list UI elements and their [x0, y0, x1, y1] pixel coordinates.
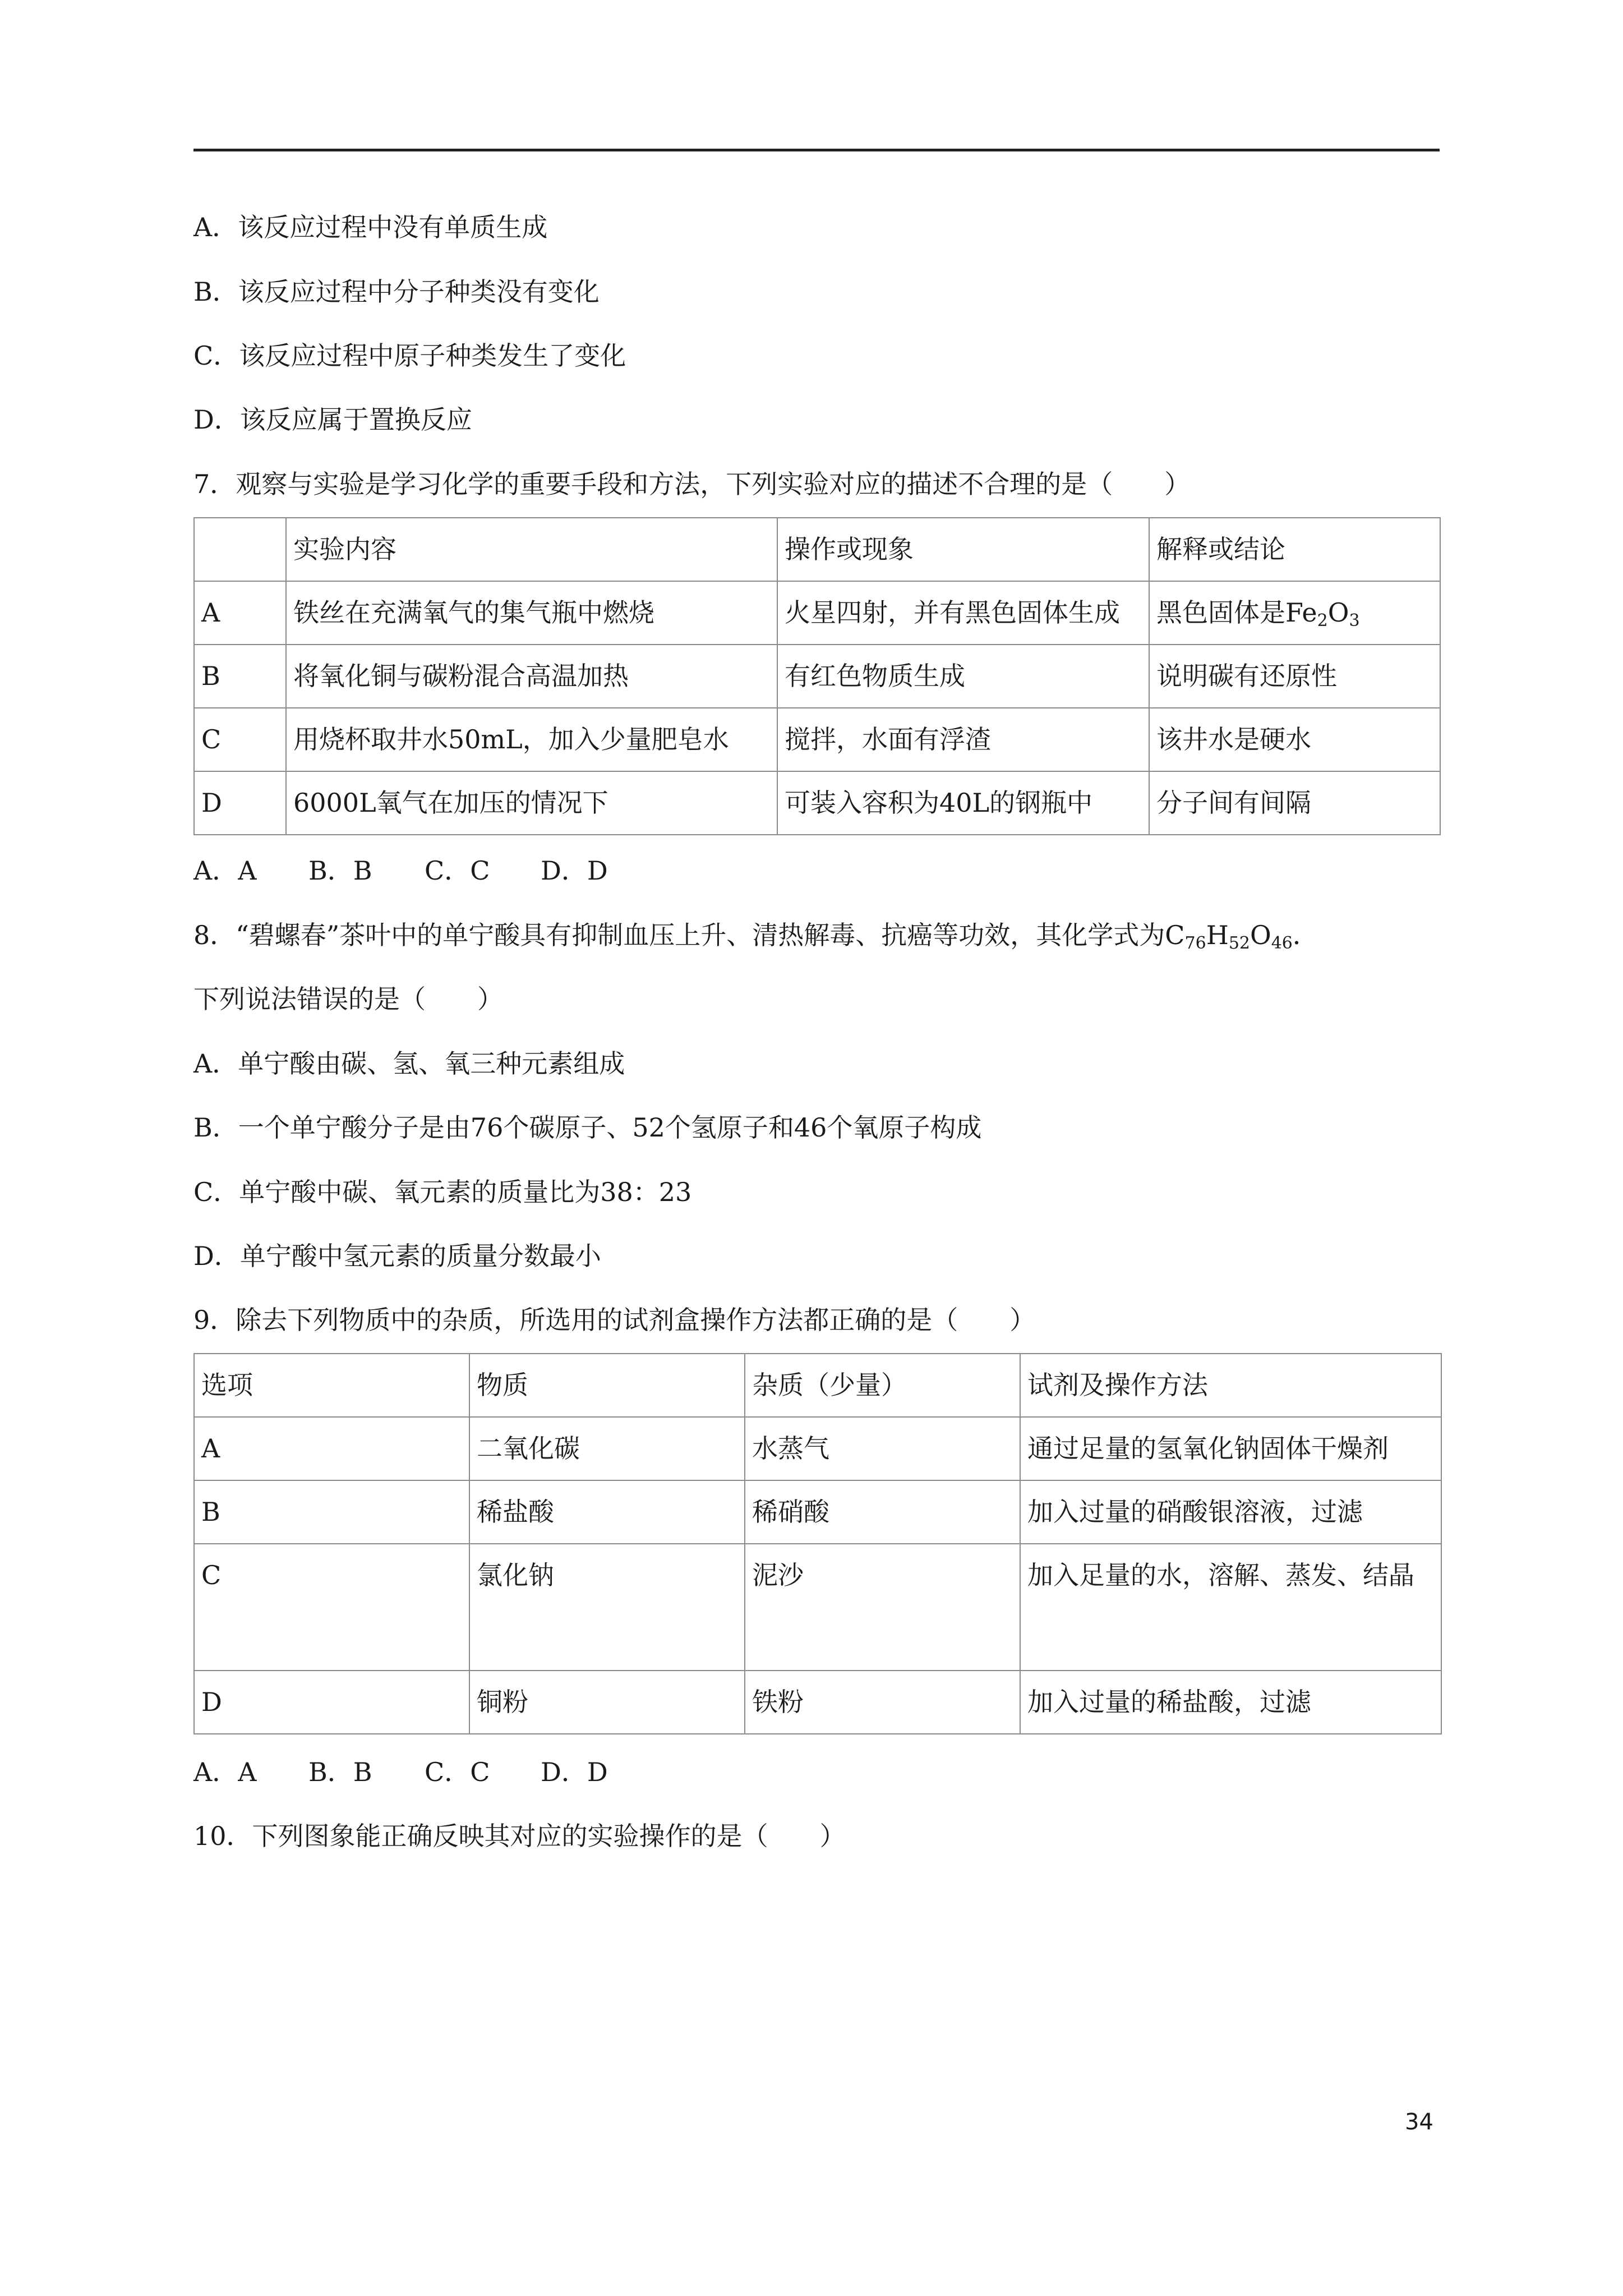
table-cell: 该井水是硬水 — [1149, 708, 1440, 771]
stem-text: 8．“碧螺春”茶叶中的单宁酸具有抑制血压上升、清热解毒、抗癌等功效，其化学式为C — [193, 920, 1185, 950]
answer-c: C．C — [425, 855, 490, 886]
table-row — [194, 1671, 1441, 1734]
formula-text: H — [1206, 920, 1229, 950]
table-cell: B — [194, 1480, 469, 1544]
q6-option-c: C．该反应过程中原子种类发生了变化 — [193, 341, 626, 371]
table-cell: 将氧化铜与碳粉混合高温加热 — [286, 645, 777, 708]
table-header-cell: 操作或现象 — [777, 518, 1149, 581]
q6-option-d: D．该反应属于置换反应 — [193, 404, 472, 435]
table-header-cell — [194, 518, 286, 581]
subscript: 3 — [1349, 611, 1360, 631]
answer-b: B．B — [308, 855, 372, 886]
table-cell: 加入足量的水，溶解、蒸发、结晶 — [1020, 1544, 1441, 1671]
table-header-cell: 实验内容 — [286, 518, 777, 581]
q8-option-a: A．单宁酸由碳、氢、氧三种元素组成 — [193, 1048, 625, 1079]
table-row — [194, 708, 1440, 771]
table-row — [194, 645, 1440, 708]
table-header-cell: 解释或结论 — [1149, 518, 1440, 581]
table-row — [194, 581, 1440, 645]
table-cell: 铁丝在充满氧气的集气瓶中燃烧 — [286, 581, 777, 645]
cell-text: O — [1327, 597, 1349, 628]
q7-answers — [193, 854, 608, 887]
table-cell: 加入过量的稀盐酸，过滤 — [1020, 1671, 1441, 1734]
table-cell: 可装入容积为40L的钢瓶中 — [777, 771, 1149, 835]
q7-stem: 7．观察与实验是学习化学的重要手段和方法，下列实验对应的描述不合理的是（ ） — [193, 469, 1191, 499]
table-cell: B — [194, 645, 286, 708]
q8-stem-line2: 下列说法错误的是（ ） — [193, 984, 503, 1014]
q9-table — [193, 1353, 1442, 1734]
cell-text: 黑色固体是Fe — [1156, 597, 1317, 628]
q8-stem-line1 — [193, 918, 1318, 952]
subscript: 2 — [1317, 611, 1328, 631]
table-cell: D — [194, 771, 286, 835]
subscript: 76 — [1184, 933, 1206, 953]
q6-option-b: B．该反应过程中分子种类没有变化 — [193, 277, 600, 307]
table-row — [194, 1480, 1441, 1544]
table-cell: 铜粉 — [469, 1671, 745, 1734]
answer-c: C．C — [425, 1757, 490, 1787]
table-cell: 通过足量的氢氧化钠固体干燥剂 — [1020, 1417, 1441, 1480]
table-cell: 稀盐酸 — [469, 1480, 745, 1544]
table-cell: 有红色物质生成 — [777, 645, 1149, 708]
table-row — [194, 771, 1440, 835]
answer-a: A．A — [193, 855, 257, 886]
q8-option-c: C．单宁酸中碳、氧元素的质量比为38：23 — [193, 1177, 692, 1207]
table-header-cell: 试剂及操作方法 — [1020, 1354, 1441, 1417]
table-cell: 说明碳有还原性 — [1149, 645, 1440, 708]
answer-d: D．D — [541, 1757, 608, 1787]
table-cell: 水蒸气 — [745, 1417, 1020, 1480]
table-cell: 用烧杯取井水50mL，加入少量肥皂水 — [286, 708, 777, 771]
page-number: 34 — [1405, 2109, 1433, 2135]
table-cell: D — [194, 1671, 469, 1734]
subscript: 52 — [1228, 933, 1250, 953]
table-header-cell: 杂质（少量） — [745, 1354, 1020, 1417]
table-cell: 火星四射，并有黑色固体生成 — [777, 581, 1149, 645]
table-cell: 泥沙 — [745, 1544, 1020, 1671]
table-cell: A — [194, 581, 286, 645]
table-cell: 稀硝酸 — [745, 1480, 1020, 1544]
header-rule — [193, 149, 1440, 151]
table-cell: C — [194, 1544, 469, 1671]
q6-option-a: A．该反应过程中没有单质生成 — [193, 212, 548, 242]
table-cell: 二氧化碳 — [469, 1417, 745, 1480]
table-header-cell: 选项 — [194, 1354, 469, 1417]
q8-option-b: B．一个单宁酸分子是由76个碳原子、52个氢原子和46个氧原子构成 — [193, 1112, 982, 1143]
table-cell — [1149, 581, 1440, 645]
table-cell: 氯化钠 — [469, 1544, 745, 1671]
table-cell: 分子间有间隔 — [1149, 771, 1440, 835]
table-cell: A — [194, 1417, 469, 1480]
table-cell: 加入过量的硝酸银溶液，过滤 — [1020, 1480, 1441, 1544]
table-cell: C — [194, 708, 286, 771]
answer-a: A．A — [193, 1757, 257, 1787]
q10-stem: 10．下列图象能正确反映其对应的实验操作的是（ ） — [193, 1821, 846, 1851]
answer-d: D．D — [541, 855, 608, 886]
answer-b: B．B — [308, 1757, 372, 1787]
q8-option-d: D．单宁酸中氢元素的质量分数最小 — [193, 1241, 601, 1271]
table-row — [194, 1417, 1441, 1480]
q9-stem: 9．除去下列物质中的杂质，所选用的试剂盒操作方法都正确的是（ ） — [193, 1305, 1036, 1335]
q9-answers — [193, 1755, 608, 1789]
table-header-row — [194, 518, 1440, 581]
q7-table — [193, 517, 1441, 835]
table-cell: 6000L氧气在加压的情况下 — [286, 771, 777, 835]
table-cell: 搅拌，水面有浮渣 — [777, 708, 1149, 771]
table-header-row — [194, 1354, 1441, 1417]
table-row — [194, 1544, 1441, 1671]
table-header-cell: 物质 — [469, 1354, 745, 1417]
subscript: 46 — [1271, 933, 1293, 953]
table-cell: 铁粉 — [745, 1671, 1020, 1734]
formula-text: ． — [1292, 920, 1318, 950]
formula-text: O — [1250, 920, 1271, 950]
